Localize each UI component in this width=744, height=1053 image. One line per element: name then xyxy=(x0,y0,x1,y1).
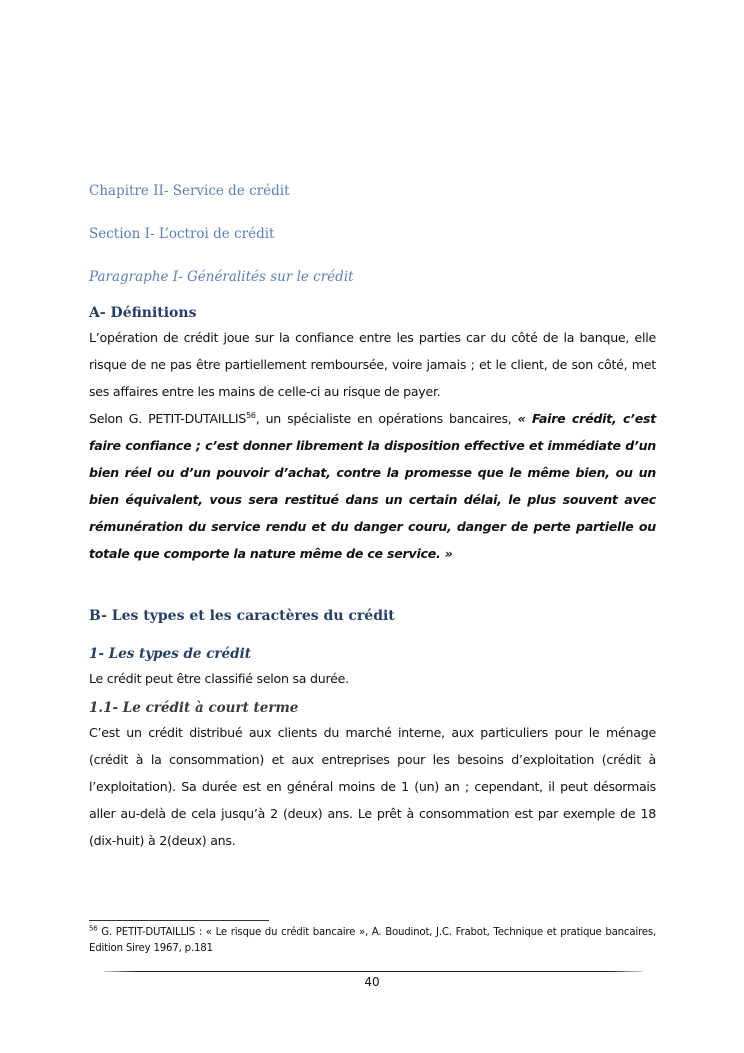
footnote-separator xyxy=(89,920,269,921)
short-term-paragraph: C’est un crédit distribué aux clients du marché interne, aux particuliers pour le ménage (crédit à la consommation) et aux entreprises pour les besoins d’exploitation (crédit à l’exploitation). Sa durée est en général moins de 1 (un) an ; cependant, il peut désormais aller au-delà de cela jusqu’à 2 (deux) ans. Le prêt à consommation est par exemple de 18 (dix-huit) à 2(deux) ans. xyxy=(89,725,656,848)
paragraph-title: Paragraphe I- Généralités sur le crédit xyxy=(89,269,354,285)
definitions-paragraph-1: L’opération de crédit joue sur la confiance entre les parties car du côté de la banque, elle risque de ne pas être partiellement remboursée, voire jamais ; et le client, de son côté, met ses affaires entre les mains de celle-ci au risque de payer. xyxy=(89,330,656,399)
footnote-reference[interactable]: 56 xyxy=(246,410,256,420)
footnote-text: G. PETIT-DUTAILLIS : « Le risque du crédit bancaire », A. Boudinot, J.C. Frabot, Technique et pratique bancaires, Edition Sirey 1967, p.181 xyxy=(89,927,656,954)
definitions-heading: A- Définitions xyxy=(89,305,197,321)
types-paragraph: Le crédit peut être classifié selon sa durée. xyxy=(89,671,349,686)
quote-intro: Selon G. PETIT-DUTAILLIS xyxy=(89,411,247,426)
chapter-title: Chapitre II- Service de crédit xyxy=(89,183,290,199)
footnote xyxy=(89,925,656,957)
types-heading: B- Les types et les caractères du crédit xyxy=(89,608,395,624)
footnote-number: 56 xyxy=(89,924,98,933)
spacer xyxy=(89,567,656,605)
page-body xyxy=(89,180,656,854)
quotation: « Faire crédit, c’est faire confiance ; c’est donner librement la disposition effective et immédiate d’un bien réel ou d’un pouvoir d’achat, contre la promesse que le même bien, ou un bien équivalent, vous sera restitué dans un certain délai, le plus souvent avec rémunération du service rendu et du danger couru, danger de perte partielle ou totale que comporte la nature même de ce service. » xyxy=(89,411,656,561)
quote-lead: , un spécialiste en opérations bancaires, xyxy=(255,411,518,426)
section-title: Section I- L’octroi de crédit xyxy=(89,226,275,242)
short-term-subheading: 1.1- Le crédit à court terme xyxy=(89,700,299,716)
page-number: 40 xyxy=(364,975,380,989)
definitions-paragraph-2 xyxy=(89,405,656,567)
page-footer-rule xyxy=(104,971,642,972)
types-subheading: 1- Les types de crédit xyxy=(89,646,251,662)
